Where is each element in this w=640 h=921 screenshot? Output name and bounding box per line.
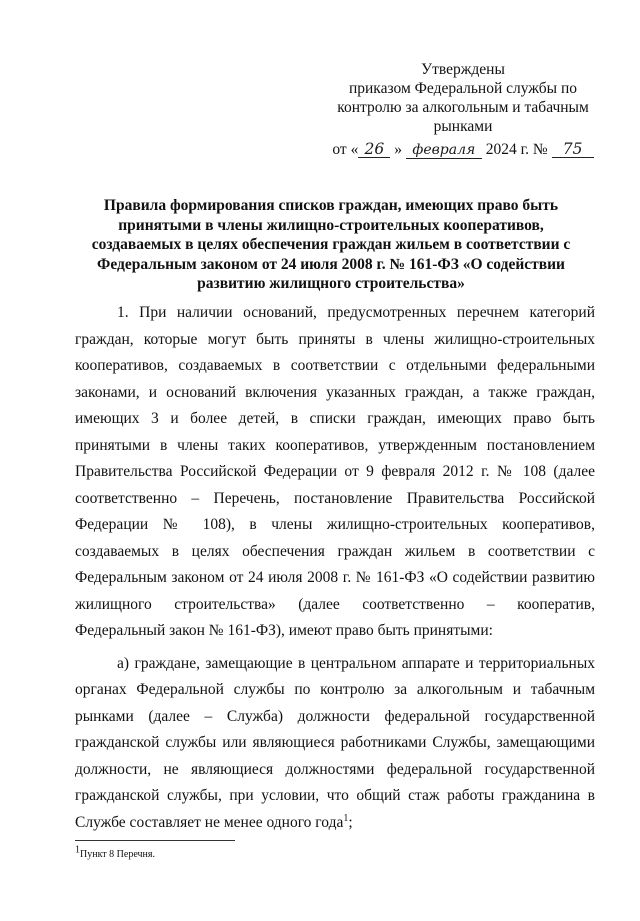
approval-line-3: контролю за алкогольным и табачным [337,99,589,116]
date-quote-close: » [394,141,402,158]
document-title: Правила формирования списков граждан, имеющих право быть принятыми в члены жилищно-строительных кооперативов, создаваемых в целях обеспечения граждан жильем в соответствии с Федеральным законом от 24 июля 2008 г. № 161-ФЗ «О содействии развитию жилищного строительства» [91,197,571,292]
footnote-reference: 1 [343,812,349,824]
footnote [75,844,155,861]
paragraph-2-end: ; [348,813,353,831]
footnote-text: Пункт 8 Перечня. [80,849,155,860]
paragraph-1: 1. При наличии оснований, предусмотренных перечнем категорий граждан, которые могут быть приняты в члены жилищно-строительных кооперативов, создаваемых в соответствии с отдельными федеральными законами, и оснований включения указанных граждан, а также граждан, имеющих 3 и более детей, в списки граждан, имеющих право быть принятыми в члены таких кооперативов, утвержденным постановлением Правительства Российской Федерации от 9 февраля 2012 г. № 108 (далее соответственно – Перечень, постановление Правительства Российской Федерации № 108), в члены жилищно-строительных кооперативов, создаваемых в целях обеспечения граждан жильем в соответствии с Федеральным законом от 24 июля 2008 г. № 161-ФЗ «О содействии развитию жилищного строительства» (далее соответственно – кооператив, Федеральный закон № 161-ФЗ), имеют право быть принятыми: [75,304,595,639]
approval-line-4: рынками [433,118,493,135]
approval-date-line [318,140,608,159]
year-text: 2024 г. № [485,141,548,158]
approval-heading: Утверждены [421,61,505,78]
paragraph-2 [75,651,595,837]
date-prefix: от « [332,141,359,158]
handwritten-month: февраля [406,142,482,159]
handwritten-day: 26 [358,141,390,158]
handwritten-order-number: 75 [552,141,594,158]
paragraph-2-text: а) граждане, замещающие в центральном аппарате и территориальных органах Федеральной службы по контролю за алкогольным и табачным рынками (далее – Служба) должности федеральной государственной гражданской службы или являющиеся работниками Службы, замещающими должности, не являющиеся должностями федеральной государственной гражданской службы, при условии, что общий стаж работы гражданина в Службе составляет не менее одного года [75,654,595,831]
footnote-divider [75,840,235,841]
approval-block [318,60,608,159]
document-body [75,300,595,836]
footnote-mark: 1 [75,844,80,856]
approval-line-2: приказом Федеральной службы по [348,80,578,97]
